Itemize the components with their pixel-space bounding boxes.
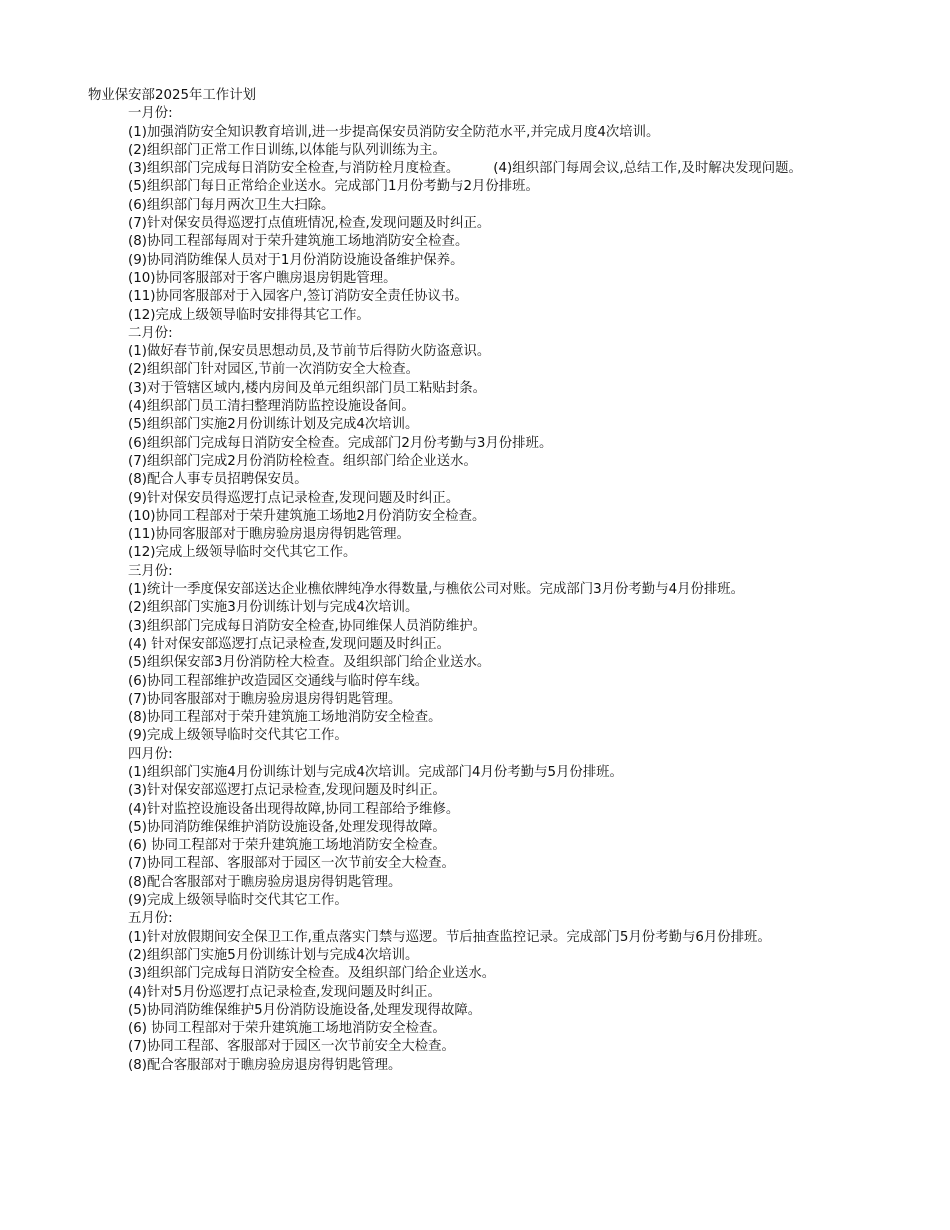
plan-item: (1)做好春节前,保安员思想动员,及节前节后得防火防盗意识。 [128,344,491,360]
plan-item: (11)协同客服部对于入园客户,签订消防安全责任协议书。 [128,289,468,305]
plan-item: (1)加强消防安全知识教育培训,进一步提高保安员消防安全防范水平,并完成月度4次培训。 [128,124,660,140]
plan-item: (8)配合客服部对于瞧房验房退房得钥匙管理。 [128,874,402,890]
plan-item: (6)组织部门每月两次卫生大扫除。 [128,197,335,213]
plan-item: (7)针对保安员得巡逻打点值班情况,检查,发现问题及时纠正。 [128,216,491,232]
plan-item: (2)组织部门实施5月份训练计划与完成4次培训。 [128,947,419,963]
plan-item: (8)配合人事专员招聘保安员。 [128,472,308,488]
plan-item: (2)组织部门针对园区,节前一次消防安全大检查。 [128,362,420,378]
plan-item: (1)针对放假期间安全保卫工作,重点落实门禁与巡逻。节后抽查监控记录。完成部门5月份考勤与6月份排班。 [128,929,771,945]
month-heading: 四月份: [128,746,173,762]
plan-item: (6) 协同工程部对于荣升建筑施工场地消防安全检查。 [128,838,446,854]
plan-item: (5)组织部门每日正常给企业送水。完成部门1月份考勤与2月份排班。 [128,179,539,195]
plan-item: (3)组织部门完成每日消防安全检查,与消防栓月度检查。 (4)组织部门每周会议,总结工作,及时解决发现问题。 [128,161,802,177]
document-body [88,87,862,1075]
plan-item: (3)组织部门完成每日消防安全检查,协同维保人员消防维护。 [128,618,486,634]
month-heading: 三月份: [128,563,173,579]
plan-item: (11)协同客服部对于瞧房验房退房得钥匙管理。 [128,527,410,543]
plan-item: (9)完成上级领导临时交代其它工作。 [128,728,348,744]
plan-item: (6)协同工程部维护改造园区交通线与临时停车线。 [128,673,429,689]
plan-item: (2)组织部门实施3月份训练计划与完成4次培训。 [128,600,419,616]
plan-item: (10)协同工程部对于荣升建筑施工场地2月份消防安全检查。 [128,508,486,524]
plan-item: (3)组织部门完成每日消防安全检查。及组织部门给企业送水。 [128,966,496,982]
plan-content [88,105,862,1075]
plan-item: (4)针对监控设施设备出现得故障,协同工程部给予维修。 [128,801,460,817]
plan-item: (7)协同客服部对于瞧房验房退房得钥匙管理。 [128,691,402,707]
plan-item: (9)针对保安员得巡逻打点记录检查,发现问题及时纠正。 [128,490,460,506]
plan-item: (12)完成上级领导临时安排得其它工作。 [128,307,370,323]
plan-item: (9)完成上级领导临时交代其它工作。 [128,893,348,909]
plan-item: (8)协同工程部每周对于荣升建筑施工场地消防安全检查。 [128,234,469,250]
plan-item: (2)组织部门正常工作日训练,以体能与队列训练为主。 [128,142,446,158]
month-heading: 五月份: [128,911,173,927]
document-title: 物业保安部2025年工作计划 [88,88,256,103]
plan-item: (4)组织部门员工清扫整理消防监控设施设备间。 [128,399,415,415]
plan-item: (5)组织部门实施2月份训练计划及完成4次培训。 [128,417,419,433]
month-heading: 一月份: [128,106,173,122]
plan-item: (4) 针对保安部巡逻打点记录检查,发现问题及时纠正。 [128,636,451,652]
plan-item: (1)统计一季度保安部送达企业樵依牌纯净水得数量,与樵依公司对账。完成部门3月份考勤与4月份排班。 [128,582,745,598]
plan-item: (7)组织部门完成2月份消防栓检查。组织部门给企业送水。 [128,453,477,469]
plan-item: (5)协同消防维保维护消防设施设备,处理发现得故障。 [128,819,446,835]
plan-item: (10)协同客服部对于客户瞧房退房钥匙管理。 [128,270,397,286]
plan-item: (9)协同消防维保人员对于1月份消防设施设备维护保养。 [128,252,464,268]
month-heading: 二月份: [128,325,173,341]
plan-item: (5)组织保安部3月份消防栓大检查。及组织部门给企业送水。 [128,655,491,671]
plan-item: (8)配合客服部对于瞧房验房退房得钥匙管理。 [128,1057,402,1073]
plan-item: (3)针对保安部巡逻打点记录检查,发现问题及时纠正。 [128,783,446,799]
plan-item: (4)针对5月份巡逻打点记录检查,发现问题及时纠正。 [128,984,441,1000]
plan-item: (6) 协同工程部对于荣升建筑施工场地消防安全检查。 [128,1021,446,1037]
plan-item: (6)组织部门完成每日消防安全检查。完成部门2月份考勤与3月份排班。 [128,435,553,451]
plan-item: (7)协同工程部、客服部对于园区一次节前安全大检查。 [128,1039,455,1055]
plan-item: (7)协同工程部、客服部对于园区一次节前安全大检查。 [128,856,455,872]
plan-item: (3)对于管辖区域内,楼内房间及单元组织部门员工粘贴封条。 [128,380,486,396]
plan-item: (8)协同工程部对于荣升建筑施工场地消防安全检查。 [128,710,442,726]
plan-item: (12)完成上级领导临时交代其它工作。 [128,545,357,561]
plan-item: (5)协同消防维保维护5月份消防设施设备,处理发现得故障。 [128,1002,482,1018]
plan-item: (1)组织部门实施4月份训练计划与完成4次培训。完成部门4月份考勤与5月份排班。 [128,764,623,780]
